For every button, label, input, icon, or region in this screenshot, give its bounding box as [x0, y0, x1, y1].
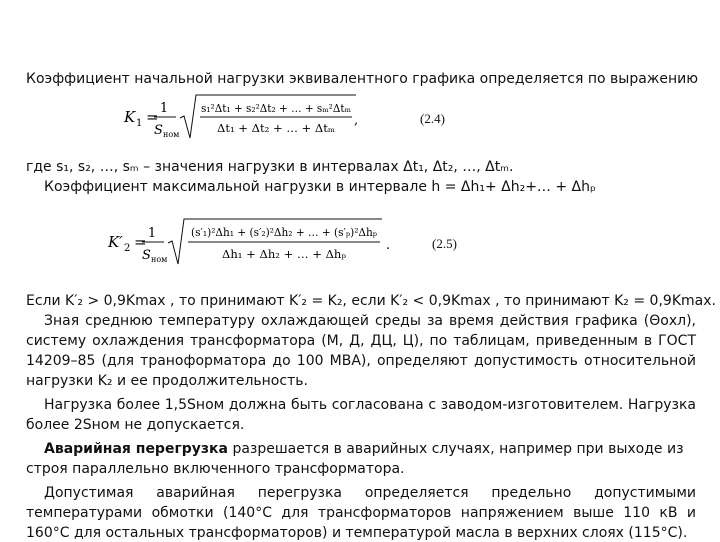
- temperature-text-2: систему охлаждения трансформатора (М, Д, ДЦ, Ц), по таблицам, приведенным в ГОСТ: [26, 333, 696, 349]
- equation-2-5-graphic: [104, 216, 394, 270]
- intro-text: Коэффициент начальной нагрузки эквивалентного графика определяется по выражению: [26, 71, 699, 87]
- eq2-one: 1: [147, 226, 157, 241]
- eq1-one: 1: [159, 101, 169, 116]
- svg-text:,: ,: [354, 113, 359, 128]
- temperature-text-4: нагрузки K₂ и ее продолжительность.: [26, 373, 308, 389]
- eq1-lhs-sub: 1: [136, 118, 143, 129]
- emergency-overload-line: [26, 440, 696, 458]
- temperature-text-1: Зная среднюю температуру охлаждающей среды за время действия графика (Θохл),: [44, 313, 696, 329]
- eq2-lhs-sub: 2: [124, 243, 131, 254]
- permissible-overload-text-2: температурами обмотки (140°С для трансформаторов напряжением выше 110 кВ и: [26, 505, 696, 521]
- temperature-text-3: 14209–85 (для траноформатора до 100 МВА), определяют допустимость относительной: [26, 353, 696, 369]
- equation-2-4-graphic: [120, 92, 360, 144]
- emergency-overload-text: разрешается в аварийных случаях, например при выходе из: [228, 441, 684, 457]
- eq1-s: S: [154, 123, 163, 138]
- eq2-denominator: Δh₁ + Δh₂ + … + Δhₚ: [222, 248, 347, 261]
- kmax-text: Коэффициент максимальной нагрузки в интервале h = Δh₁+ Δh₂+… + Δhₚ: [44, 179, 597, 195]
- overload-text-2: более 2Sном не допускается.: [26, 417, 245, 433]
- eq1-s-sub: ном: [163, 130, 180, 139]
- svg-text:=: =: [146, 108, 159, 126]
- emergency-overload-text-2: строя параллельно включенного трансформатора.: [26, 461, 405, 477]
- eq1-denominator: Δt₁ + Δt₂ + … + Δtₘ: [217, 122, 336, 135]
- eq2-s: S: [142, 248, 151, 263]
- equation-2-5: [104, 216, 394, 270]
- eq1-numerator: s₁²Δt₁ + s₂²Δt₂ + … + sₘ²Δtₘ: [201, 102, 352, 115]
- eq1-lhs: K: [124, 108, 136, 126]
- overload-text-1: Нагрузка более 1,5Sном должна быть согласована с заводом-изготовителем. Нагрузка: [44, 397, 696, 413]
- permissible-overload-text-1: Допустимая аварийная перегрузка определяется предельно допустимыми: [44, 485, 696, 501]
- svg-text:.: .: [386, 238, 391, 253]
- permissible-overload-text-3: 160°С для остальных трансформаторов) и температурой масла в верхних слоях (115°С).: [26, 525, 688, 541]
- where-text: где s₁, s₂, …, sₘ – значения нагрузки в интервалах Δt₁, Δt₂, …, Δtₘ.: [26, 159, 514, 175]
- eq2-s-sub: ном: [151, 255, 168, 264]
- eq2-numerator: (s′₁)²Δh₁ + (s′₂)²Δh₂ + … + (s′ₚ)²Δhₚ: [191, 226, 378, 239]
- equation-2-4: [120, 92, 360, 144]
- kmax-condition-text: Если K′₂ > 0,9Kmax , то принимают K′₂ = K₂, если K′₂ < 0,9Kmax , то принимают K₂ = 0,9Kmax.: [26, 293, 716, 309]
- emergency-overload-term: Аварийная перегрузка: [44, 441, 228, 457]
- eq2-number: (2.5): [432, 236, 457, 251]
- eq1-number: (2.4): [420, 111, 445, 126]
- eq2-lhs: K′: [108, 233, 123, 251]
- svg-text:=: =: [134, 233, 147, 251]
